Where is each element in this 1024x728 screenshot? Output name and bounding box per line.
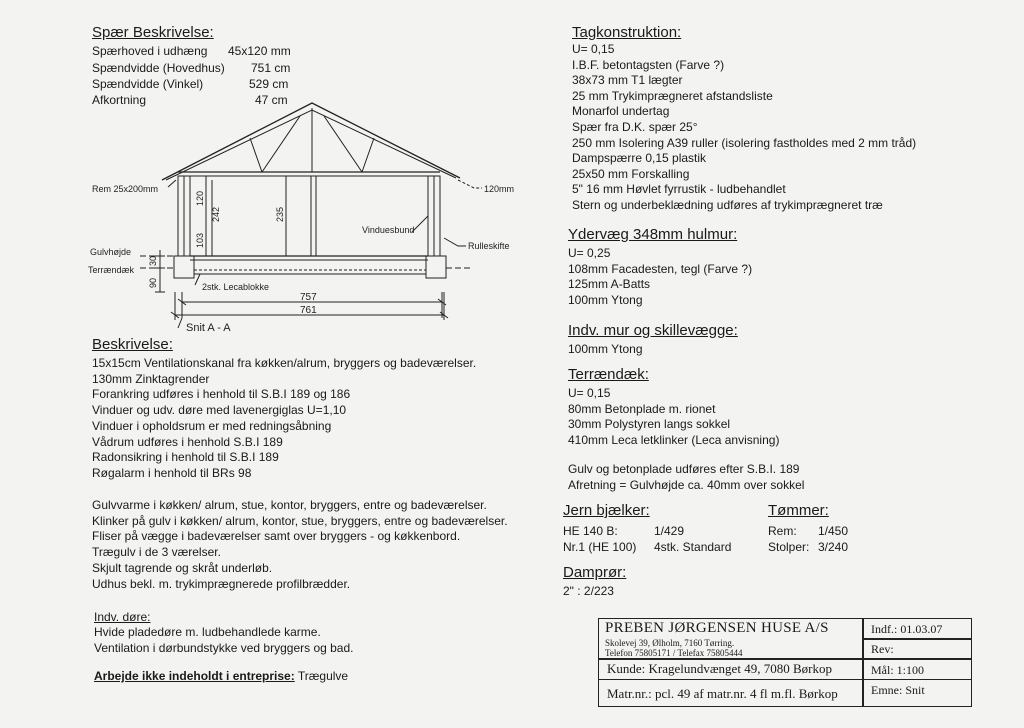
tagkonstruktion-title: Tagkonstruktion: bbox=[572, 24, 682, 41]
indf-text: Indf.: 01.03.07 bbox=[871, 622, 943, 636]
label-eave: 120mm bbox=[484, 184, 515, 194]
dim-761: 761 bbox=[300, 305, 317, 316]
leader-leca bbox=[195, 274, 200, 285]
ydervaeg-line: 100mm Ytong bbox=[568, 293, 643, 308]
truss-webs bbox=[250, 108, 374, 172]
tag-line: 5" 16 mm Høvlet fyrrustik - ludbehandlet bbox=[572, 182, 786, 197]
tag-line: U= 0,15 bbox=[572, 42, 615, 56]
tommer-row-b: 1/450 bbox=[818, 524, 849, 538]
beskrivelse-line: Fliser på vægge i badeværelser samt over bryggers - og køkkenbord. bbox=[92, 529, 461, 544]
spaer-row-label: Spændvidde (Vinkel) bbox=[92, 77, 204, 91]
dim-90: 90 bbox=[148, 277, 158, 288]
arbejde-value: Trægulve bbox=[297, 669, 349, 683]
section-drawing bbox=[0, 0, 540, 340]
jern-title: Jern bjælker: bbox=[563, 502, 650, 519]
indv-dore-list bbox=[94, 625, 354, 656]
beskrivelse-line: 130mm Zinktagrender bbox=[92, 371, 210, 386]
beskrivelse-list bbox=[92, 356, 476, 482]
company-name: PREBEN JØRGENSEN HUSE A/S bbox=[605, 620, 829, 636]
spaer-row-value: 45x120 mm bbox=[228, 44, 291, 58]
maal-text: Mål: 1:100 bbox=[871, 663, 924, 677]
spaer-row-value: 47 cm bbox=[255, 93, 288, 107]
dim-757: 757 bbox=[300, 292, 317, 303]
roof-outline bbox=[162, 103, 460, 180]
label-section: Snit A - A bbox=[186, 322, 231, 334]
terraendaek-list bbox=[568, 386, 779, 449]
kunde-box bbox=[598, 658, 864, 680]
terraendaek-line: 30mm Polystyren langs sokkel bbox=[568, 417, 731, 432]
terraendaek-line: Gulv og betonplade udføres efter S.B.I. 189 bbox=[568, 462, 800, 476]
maal-box bbox=[862, 658, 972, 680]
indv-mur-line: 100mm Ytong bbox=[568, 342, 643, 356]
terraendaek-line: 80mm Betonplade m. rionet bbox=[568, 401, 716, 416]
dim-120: 120 bbox=[195, 190, 205, 206]
tagkonstruktion-list bbox=[572, 42, 916, 214]
beskrivelse-line: Radonsikring i henhold til S.B.I 189 bbox=[92, 450, 279, 465]
jern-row-b: 4stk. Standard bbox=[654, 540, 732, 554]
beskrivelse-line: Gulvvarme i køkken/ alrum, stue, kontor, bryggers, entre og badeværelser. bbox=[92, 498, 487, 512]
tag-line: Monarfol undertag bbox=[572, 104, 670, 119]
beskrivelse-line: Forankring udføres i henhold til S.B.I 189 og 186 bbox=[92, 387, 351, 402]
arbejde-label: Arbejde ikke indeholdt i entreprise: bbox=[94, 669, 295, 683]
beskrivelse-line: Røgalarm i henhold til BRs 98 bbox=[92, 465, 252, 480]
tag-line: 250 mm Isolering A39 ruller (isolering fastholdes med 2 mm tråd) bbox=[572, 135, 917, 150]
tag-line: 38x73 mm T1 lægter bbox=[572, 73, 683, 88]
tag-line: 25 mm Trykimprægneret afstandsliste bbox=[572, 88, 773, 103]
ydervaeg-line: 108mm Facadesten, tegl (Farve ?) bbox=[568, 261, 753, 276]
terraendaek-list-2 bbox=[568, 462, 804, 493]
beskrivelse-line: Trægulv i de 3 værelser. bbox=[92, 545, 221, 560]
dim-235: 235 bbox=[275, 206, 285, 222]
tag-line: I.B.F. betontagsten (Farve ?) bbox=[572, 57, 725, 72]
spaer-row-label: Spærhoved i udhæng bbox=[92, 44, 208, 58]
spaer-row-value: 751 cm bbox=[251, 61, 291, 75]
beskrivelse-line: Vinduer i opholdsrum er med redningsåbning bbox=[92, 418, 332, 433]
damprør-value: 2" : 2/223 bbox=[563, 584, 614, 598]
company-box bbox=[598, 618, 864, 660]
indv-dore-line: Ventilation i dørbundstykke ved bryggers og bad. bbox=[94, 640, 354, 655]
label-gulvhojde: Gulvhøjde bbox=[90, 247, 132, 257]
matr-text: Matr.nr.: pcl. 49 af matr.nr. 4 fl m.fl. Børkop bbox=[607, 686, 838, 701]
tommer-row-a: Rem: bbox=[768, 524, 797, 538]
spaer-title: Spær Beskrivelse: bbox=[92, 24, 214, 41]
terraendaek-line: Afretning = Gulvhøjde ca. 40mm over sokkel bbox=[568, 477, 805, 492]
label-terraendaek: Terrændæk bbox=[88, 265, 135, 275]
tag-line: Dampspærre 0,15 plastik bbox=[572, 151, 707, 166]
ydervaeg-line: 125mm A-Batts bbox=[568, 277, 651, 292]
terraendaek-title: Terrændæk: bbox=[568, 366, 649, 383]
interior-wall bbox=[311, 176, 316, 256]
indf-box bbox=[862, 618, 972, 640]
label-rulleskifte: Rulleskifte bbox=[468, 241, 510, 251]
leader-section bbox=[178, 318, 182, 328]
jern-row-a: HE 140 B: bbox=[563, 524, 618, 538]
label-rem: Rem 25x200mm bbox=[92, 184, 159, 194]
damprør-title: Damprør: bbox=[563, 564, 627, 581]
left-foundation bbox=[174, 256, 194, 278]
beskrivelse-line: Skjult tagrende og skråt underløb. bbox=[92, 560, 273, 575]
rev-box bbox=[862, 638, 972, 660]
beskrivelse-title: Beskrivelse: bbox=[92, 336, 173, 353]
terraendaek-line: 410mm Leca letklinker (Leca anvisning) bbox=[568, 433, 780, 448]
ydervaeg-line: U= 0,25 bbox=[568, 246, 611, 260]
label-vinduesbund: Vinduesbund bbox=[362, 225, 415, 235]
leader-vinduesbund bbox=[412, 216, 428, 232]
dim-103: 103 bbox=[195, 232, 205, 248]
terraendaek-line: U= 0,15 bbox=[568, 386, 611, 400]
dim-30: 30 bbox=[148, 255, 158, 266]
ydervaeg-list bbox=[568, 246, 752, 309]
company-phone: Telefon 75805171 / Telefax 75805444 bbox=[605, 648, 743, 658]
emne-text: Emne: Snit bbox=[871, 683, 925, 697]
matr-box bbox=[598, 679, 864, 707]
beskrivelse-line: Udhus bekl. m. trykimprægnerede profilbrædder. bbox=[92, 576, 351, 591]
leader-eave bbox=[458, 180, 482, 188]
jern-row-b: 1/429 bbox=[654, 524, 685, 538]
label-lecablokke: 2stk. Lecablokke bbox=[202, 282, 270, 292]
arbejde-line bbox=[94, 669, 348, 685]
ydervaeg-title: Ydervæg 348mm hulmur: bbox=[568, 226, 738, 243]
spaer-row-value: 529 cm bbox=[249, 77, 289, 91]
beskrivelse-line: 15x15cm Ventilationskanal fra køkken/alrum, bryggers og badeværelser. bbox=[92, 356, 477, 370]
kunde-text: Kunde: Kragelundvænget 49, 7080 Børkop bbox=[607, 661, 832, 676]
beskrivelse-list-2 bbox=[92, 498, 508, 592]
indv-dore-title: Indv. døre: bbox=[94, 610, 151, 624]
tommer-row-a: Stolper: bbox=[768, 540, 810, 554]
tag-line: 25x50 mm Forskalling bbox=[572, 166, 690, 181]
dim-242: 242 bbox=[211, 206, 221, 222]
emne-box bbox=[862, 679, 972, 707]
beskrivelse-line: Vådrum udføres i henhold S.B.I 189 bbox=[92, 434, 283, 449]
beskrivelse-line: Klinker på gulv i køkken/ alrum, kontor, stue, bryggers, entre og badeværelser. bbox=[92, 513, 508, 528]
tommer-title: Tømmer: bbox=[768, 502, 829, 519]
right-foundation bbox=[426, 256, 446, 278]
spaer-row-label: Afkortning bbox=[92, 93, 147, 107]
tag-line: Stern og underbeklædning udføres af trykimprægneret træ bbox=[572, 197, 883, 212]
roof-inner-line bbox=[166, 110, 456, 180]
tommer-row-b: 3/240 bbox=[818, 540, 849, 554]
beskrivelse-line: Vinduer og udv. døre med lavenergiglas U=1,10 bbox=[92, 403, 347, 418]
rev-text: Rev: bbox=[871, 642, 894, 656]
indv-mur-title: Indv. mur og skillevægge: bbox=[568, 322, 738, 339]
leader-rem bbox=[168, 180, 176, 187]
leader-rulleskifte bbox=[444, 238, 466, 246]
spaer-row-label: Spændvidde (Hovedhus) bbox=[92, 61, 225, 75]
jern-row-a: Nr.1 (HE 100) bbox=[563, 540, 637, 554]
company-address: Skolevej 39, Ølholm, 7160 Tørring. bbox=[605, 638, 735, 648]
tag-line: Spær fra D.K. spær 25° bbox=[572, 119, 698, 134]
indv-dore-line: Hvide pladedøre m. ludbehandlede karme. bbox=[94, 625, 321, 639]
